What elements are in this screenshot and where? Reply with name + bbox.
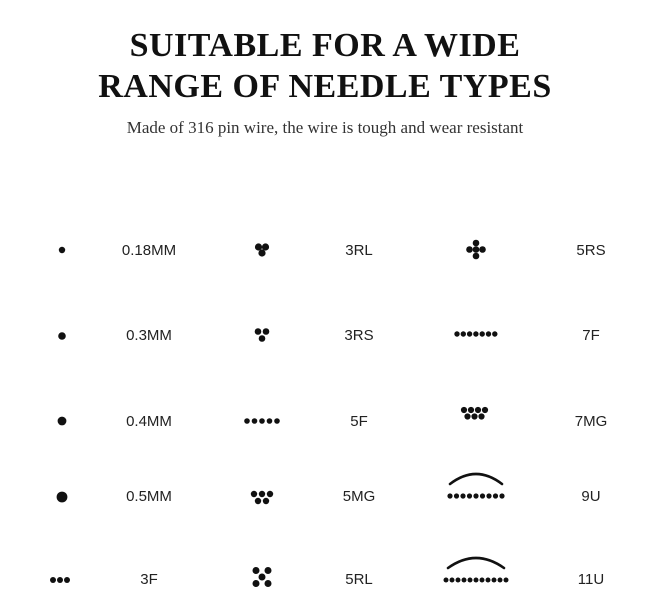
three-round-shader-icon: [250, 323, 274, 347]
needle-label-7mg: 7MG: [574, 413, 608, 430]
needle-label-7f: 7F: [582, 327, 600, 344]
single-dot-icon: [50, 411, 74, 431]
needle-label-0-3mm: 0.3MM: [126, 327, 172, 344]
needle-label-0-5mm: 0.5MM: [126, 488, 172, 505]
seven-flat-icon: [452, 324, 500, 344]
needle-label-3rs: 3RS: [344, 327, 374, 344]
needle-label-5f: 5F: [350, 413, 368, 430]
five-flat-icon: [241, 411, 283, 431]
needle-label-11u: 11U: [577, 571, 605, 588]
five-round-shader-icon: [462, 236, 490, 264]
needle-label-5rl: 5RL: [345, 571, 373, 588]
single-dot-icon: [50, 326, 74, 346]
single-dot-icon: [50, 240, 74, 260]
three-round-liner-icon: [250, 238, 274, 262]
subtitle: Made of 316 pin wire, the wire is tough and wear resistant: [126, 118, 524, 137]
single-dot-icon: [50, 487, 74, 507]
five-round-liner-icon: [249, 564, 275, 590]
title-line-1: SUITABLE FOR A WIDE: [129, 27, 521, 64]
seven-magnum-icon: [458, 402, 494, 426]
needle-label-0-18mm: 0.18MM: [121, 242, 177, 259]
nine-curved-magnum-icon: [444, 466, 508, 506]
needle-label-0-4mm: 0.4MM: [126, 413, 172, 430]
eleven-curved-magnum-icon: [440, 550, 512, 590]
needle-label-3f: 3F: [140, 571, 158, 588]
needle-label-3rl: 3RL: [345, 242, 373, 259]
needle-label-5rs: 5RS: [576, 242, 606, 259]
five-magnum-icon: [248, 486, 276, 510]
needle-label-5mg: 5MG: [342, 488, 376, 505]
three-flat-icon: [44, 570, 76, 590]
needle-label-9u: 9U: [581, 488, 601, 505]
title-line-2: RANGE OF NEEDLE TYPES: [98, 68, 552, 105]
